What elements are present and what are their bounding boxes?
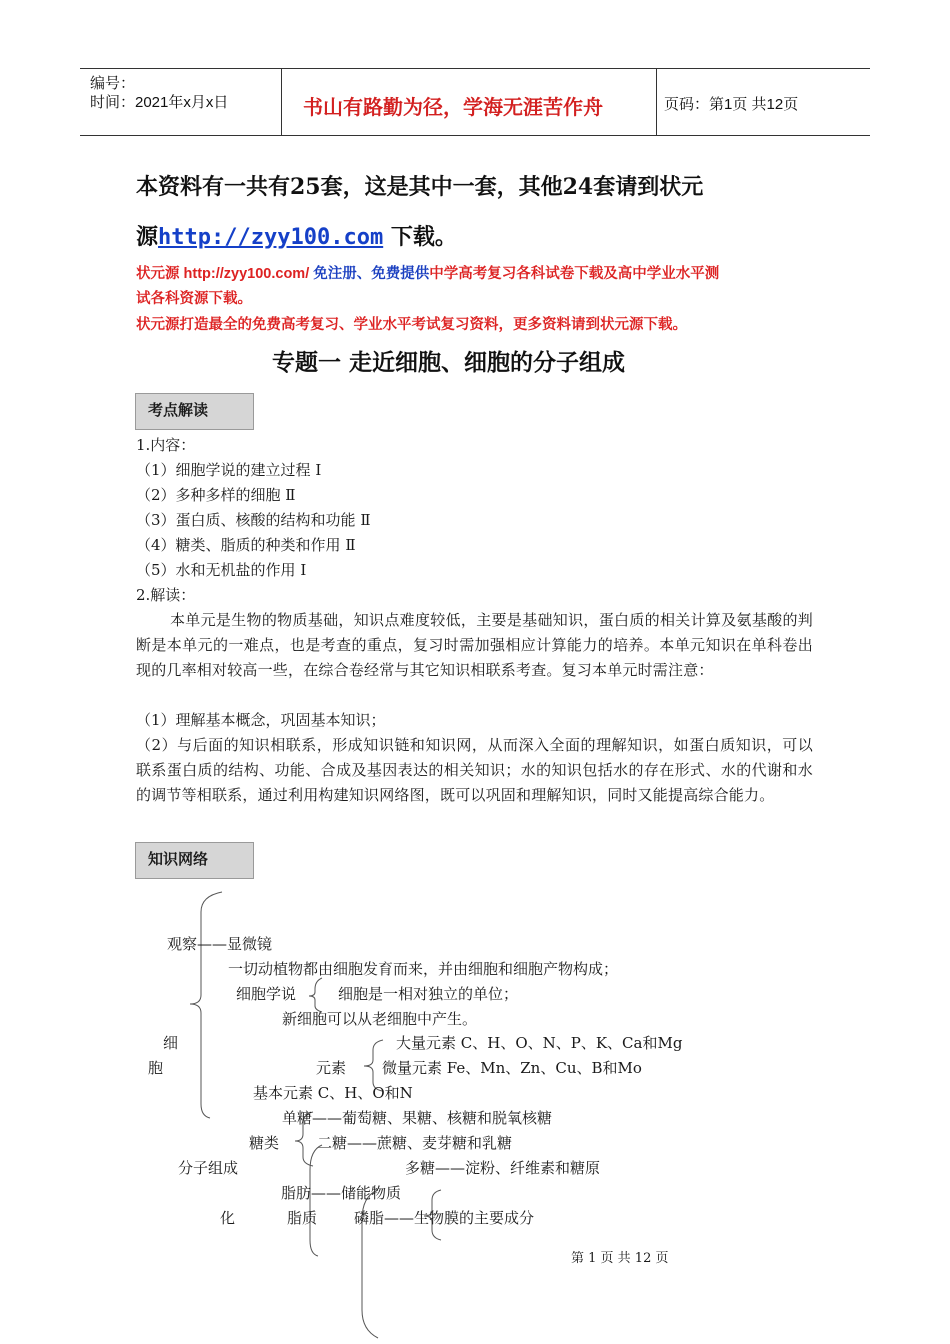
page-footer: 第 1 页 共 12 页 — [571, 1251, 669, 1266]
node-cell-2: 胞 — [148, 1059, 164, 1077]
doc-time-label: 时间：2021年x月x日 — [90, 94, 229, 111]
content-item-3: （3）蛋白质、核酸的结构和功能 Ⅱ — [136, 511, 371, 529]
promo-site[interactable]: 状元源 http://zyy100.com/ — [136, 266, 314, 282]
download-link[interactable]: http://zyy100.com — [158, 225, 384, 250]
content-item-1: （1）细胞学说的建立过程 Ⅰ — [136, 461, 322, 479]
promo-line-2: 试各科资源下载。 — [136, 291, 252, 307]
content-heading: 1.内容： — [136, 436, 196, 454]
node-polysaccharide: 多糖——淀粉、纤维素和糖原 — [405, 1159, 601, 1177]
node-monosaccharide: 单糖——葡萄糖、果糖、核糖和脱氧核糖 — [282, 1109, 553, 1127]
interp-paragraph: 本单元是生物的物质基础，知识点难度较低，主要是基础知识，蛋白质的相关计算及氨基酸的判断是本单元的一难点，也是考查的重点，复习时需加强相应计算能力的培养。本单元知识在单科卷出现的几率相对较高一些，在综合卷经常与其它知识相联系考查。复习本单元时需注意： — [136, 611, 813, 679]
node-theory-3: 新细胞可以从老细胞中产生。 — [282, 1010, 478, 1028]
promo-line-3: 状元源打造最全的免费高考复习、学业水平考试复习资料，更多资料请到状元源下载。 — [136, 317, 687, 333]
header-page-info: 页码：第1页 共12页 — [664, 96, 799, 113]
interp-heading: 2.解读： — [136, 586, 196, 604]
node-element: 元素 — [316, 1059, 347, 1077]
interp-point-1: （1）理解基本概念，巩固基本知识； — [136, 711, 386, 729]
header-motto: 书山有路勤为径，学海无涯苦作舟 — [303, 95, 603, 119]
section-label-exam-points: 考点解读 — [135, 393, 254, 430]
notice-suffix: 下载。 — [383, 224, 457, 250]
node-trace-elements: 微量元素 Fe、Mn、Zn、Cu、B和Mo — [382, 1059, 642, 1077]
node-observe: 观察——显微镜 — [167, 935, 273, 953]
promo-free: 免注册、免费提供 — [313, 266, 430, 282]
brace-cell-theory — [309, 978, 322, 1012]
node-basic-elements: 基本元素 C、H、O和N — [253, 1084, 413, 1102]
node-disaccharide: 二糖——蔗糖、麦芽糖和乳糖 — [317, 1134, 513, 1152]
node-cell-1: 细 — [163, 1034, 179, 1052]
interp-point-2: （2）与后面的知识相联系，形成知识链和知识网，从而深入全面的理解知识，如蛋白质知识，可以联系蛋白质的结构、功能、合成及基因表达的相关知识；水的知识包括水的存在形式、水的代谢和水的调节等相联系，通过利用构建知识网络图，既可以巩固和理解知识，同时又能提高综合能力。 — [136, 736, 813, 804]
doc-number-label: 编号： — [90, 75, 136, 92]
notice-prefix: 源 — [136, 224, 159, 250]
node-molecule: 分子组成 — [178, 1159, 239, 1177]
promo-desc: 中学高考复习各科试卷下载及高中学业水平测 — [429, 266, 720, 282]
node-theory-1: 一切动植物都由细胞发育而来，并由细胞和细胞产物构成； — [228, 960, 619, 978]
node-phospholipid: 磷脂——生物膜的主要成分 — [354, 1209, 535, 1227]
brace-main — [190, 892, 222, 1118]
node-major-elements: 大量元素 C、H、O、N、P、K、Ca和Mg — [396, 1034, 683, 1052]
node-hua: 化 — [220, 1209, 236, 1227]
notice-line-1: 本资料有一共有25套，这是其中一套，其他24套请到状元 — [136, 174, 704, 200]
content-item-5: （5）水和无机盐的作用 Ⅰ — [136, 561, 307, 579]
node-lipid: 脂质 — [287, 1209, 318, 1227]
node-fat: 脂肪——储能物质 — [281, 1184, 402, 1202]
node-theory-2: 细胞是一相对独立的单位； — [338, 985, 519, 1003]
content-item-4: （4）糖类、脂质的种类和作用 Ⅱ — [136, 536, 356, 554]
node-sugar: 糖类 — [249, 1134, 280, 1152]
page-title: 专题一 走近细胞、细胞的分子组成 — [272, 349, 626, 376]
section-label-knowledge-network: 知识网络 — [135, 842, 254, 879]
content-item-2: （2）多种多样的细胞 Ⅱ — [136, 486, 296, 504]
node-theory-label: 细胞学说 — [236, 985, 297, 1003]
